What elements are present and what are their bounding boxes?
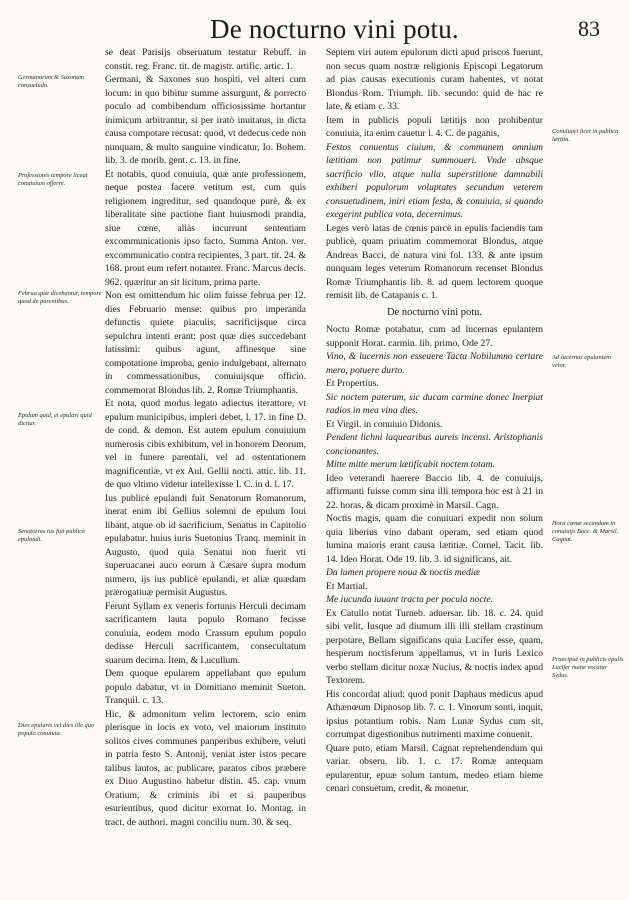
margin-note: Conuiuari licet in publica lætitia.: [552, 128, 619, 144]
verse: Me iucunda iuuant tracta per pocula nocte.: [326, 594, 494, 605]
margin-note: Ad lucernas epulantem vetor.: [552, 354, 611, 370]
paragraph: Ius publicè epulandi fuit Senatorum Romanorum, inerat enim ibi Gellius solemni de epulum Ioui libant, atque ob id sacrificium, Senatus in Capitolio epulabatur. huius iuris Suetonius Tranq. meminit in Augusto, quod quia Senatui non fuerit vti superuacanei auco eorum à Cæsare supra modum numero, ijs ius publicè epulandi, et aliæ quædam prærogatiuæ permisit Augustus.: [105, 492, 306, 598]
verse: Vino, & lucernis non esseuere Tacta Nobilumno certare mero, potuere durto.: [326, 351, 543, 376]
margin-note: Dies epularis vel dies ille quo populo conuiuia.: [18, 722, 95, 738]
paragraph: se deat Parisijs obseruatum testatur Rebuff. in constit. reg. Franc. tit. de magistr. artific. artic. 1.: [105, 47, 306, 72]
paragraph: Item in publicis populi lætitijs non prohibentur conuiuia, ita enim cauetur l. 4. C. de paganis,: [326, 114, 543, 139]
paragraph: Noctis magis, quam die conuiuari expedit non solum quia liberius vino dabant operam, sed etiam quod lumina maioris erant causa lætitiæ. Cornel. Tacit. lib. 14. Ideo Horat. Ode 19. lib. 3. id significans, ait.: [326, 513, 543, 565]
paragraph: Et nota, quod modus legato adiectus iterattore, vt epulum municipibus, impleri debet, l. 17. in fine D. de cond. & demon. Est autem epulum conuiuium numerosis cibis exhibitum, vel in honorem Deorum, vel in funere parentali, vel ad ostentationem magnificentiæ, vt ex Aul. Gellii nocti. attic. lib. 11. de quo vltimo videtur intellexisse I. C. in d. l. 17.: [105, 398, 306, 490]
running-title: De nocturno vini potu.: [210, 14, 459, 44]
paragraph: Et notabis, quod conuiuia, quæ ante professionem, neque postea facere vetitum est, cum quis religionem ingreditur, sed quandoque purè, & ex liberalitate sine pactione fiant huiusmodi prandia, siue cœne, aliàs incurrunt sententiam excommunicationis ipso facto. Summa Anton. ver. excommunicatio contra recipientes, 3 part. tit. 24. & 168. prout eum refert notanter. Franc. Marcus decis. 962. quæritur an sit licitum, prima parte.: [105, 168, 306, 288]
paragraph: Ex Catullo notat Turneb. aduersar. lib. 18. c. 24. quid sibi velit, Iusque ad diumum illi illi stellam crastinum perpotare, Bellam significans quia Lucifer esse, quam, hesperum noctisferum appellamus, vt in Iuris Lexico verbo stellam dicitur noxæ Nucius, & noctis index apud Textorem.: [326, 607, 543, 686]
page-number: 83: [578, 16, 600, 41]
italic-quote: Festos conuentus ciuium, & communem omnium lætitiam non patimur summoueri. Vnde absque sacrificio vllo, atque nulla superstitione damnabili exhiberi populorum voluptates secundum veterem consuetudinem, iniri etiam festa, & conuiuia, si quando exegerint publica vota, decernimus.: [326, 141, 543, 220]
page-header: [150, 14, 600, 44]
paragraph: Septem viri autem epulorum dicti apud priscos fuerunt, non secus quam nostræ religionis Episcopi Legatorum ad pias causas executionis curam habentes, vt notat Blondus Rom. Triumph. lib. secundo: quid de hac re late, & etiam c. 33.: [326, 47, 543, 112]
margin-note: Germanorum & Saxonum consuetudo.: [18, 74, 85, 90]
paragraph: Et Martial.: [326, 580, 368, 592]
paragraph: His concordat aliud: quod ponit Daphaus medicus apud Athænœum Dipnosop lib. 7. c. 1. Vinorum sonti, inquit, ipsius potantium robis. Nam Lunæ Sydus cum sit, corrumpat digestionibus nutrimenti maxime conuenit.: [326, 688, 543, 740]
paragraph: Ferunt Syllam ex veneris fortunis Herculi decimam sacrificantem lauta populo Romano fecisse conuiuia, eodem modo Crassum epulum populo dedisse Herculi sacrificantem, consecultatum suarum decima. Item, & Lucullum.: [105, 600, 306, 666]
margin-note: Epulum quid, et epulari quid dicitur.: [18, 412, 92, 428]
verse: Mitte mitte merum lætificabit noctem totam.: [326, 459, 495, 470]
paragraph: Ideo veterandi haerere Baccio lib. 4. de conuiuijs, affirmanti fuisse comm sina illi tempora hoc est à 21 in 22. horas, & dicam proximè in Marsil. Cagn.: [326, 472, 543, 511]
paragraph: Hic, & admonitum velim lectorem, scio enim plerisque in locis ex voto, vel maiorum instituto solitos cives communes panperibus exhibere, veluti in patria festo S. Antonij, veniat ister istos pecare talibus lautos, ac publicare, paratos cibos præbere ex Diuo Augustino habetur distin. 45. cap. vnum Oratium, & criminis ibi et si pauperibus esurientibus, quod dicitur exornat Io. Montag. in tract. de authori. magni conciliu num. 30. & seq.: [105, 708, 306, 828]
section-subheading: De nocturno vini potu.: [386, 306, 483, 318]
paragraph: Quare puto, etiam Marsil. Cagnat reprehendendum qui variar. obseru. lib. 1. c. 17. Romæ antequam epularentur, epuæ solum tantum, medeo etiam hieme cenari consuetum, credit, & monetur.: [326, 742, 543, 794]
margin-note: Professionis tempore liceat conuiuium offerre.: [18, 172, 88, 188]
verse: Sic noctem paterum, sic ducam carmine donec Inerpiat radios in mea vina dies.: [326, 391, 543, 416]
paragraph: Non est omittendum hic olim fuisse februa per 12. dies Februario mense: quibus pro imperanda defunctis quiete piaculis, sacrificijsque circa sepulchra intenti erant: post quæ dies succedebant latissimi: quibus agunt, affinesque sine compotatione improba, genio indulgebant, alternato in commessationibus, conuiuijsque officio. commemorat Blondus lib. 2. Romæ Triumphantis.: [105, 290, 306, 396]
paragraph: Germani, & Saxones suo hospiti, vel alteri cum locum: in quo bibitur summe assurgunt, & porrecto poculo ad combibendum officiosissime hortantur inimicum arbitrantur, si per iratò inuitatus, in dicta causa compotare recusat: quod, vt dedecus cede non nunquam, & multo sanguine vindicatur, Io. Bohem. lib. 3. de morib. gent. c. 13. in fine.: [105, 74, 306, 166]
paragraph: Leges verò latas de cœnis parcè in epulis faciendis tam publicè, quam priuatim commemorat Blondus, atque Andreas Bacci, de natura vini fol. 133. & ante ipsum nunquam leges veterum Romanorum recenset Blondus Romæ Triumphantis lib. 8. ad quem lectorem quoque remisit lib. de Catapanis c. 1.: [326, 222, 543, 301]
verse: Da lumen propere noua & noctis mediæ: [326, 567, 480, 578]
paragraph: Et Virgil. in conuiuio Didonis.: [326, 418, 443, 430]
left-text-column: [105, 46, 306, 896]
margin-note: Hora cœnæ secundum in conuiuijs Bacc. & Marsil. Cagnat.: [552, 520, 619, 544]
paragraph: Et Propertius.: [326, 378, 379, 389]
paragraph: Dem quoque epularem appellabant quo epulum populo dabatur, vt in Domitiano meminit Sueton. Tranquil. c. 13.: [105, 668, 306, 706]
verse: Pendent lichni laquearibus aureis incensi. Aristophanis concionantes.: [326, 432, 543, 457]
paragraph: Noctu Romæ potabatur, cum ad lucernas epulantem supponit Horat. carmin. lib. primo, Ode 27.: [326, 324, 543, 349]
margin-note: Senatorius ius fuit publicè epulandi.: [18, 528, 85, 544]
right-text-column: [326, 46, 543, 896]
margin-note: Praecipuè in publicis epulis Lucifer mane vocatur Sydus.: [552, 656, 624, 680]
margin-note: Februa quæ dicebantur, tempore quod de parentibus.: [18, 290, 102, 306]
